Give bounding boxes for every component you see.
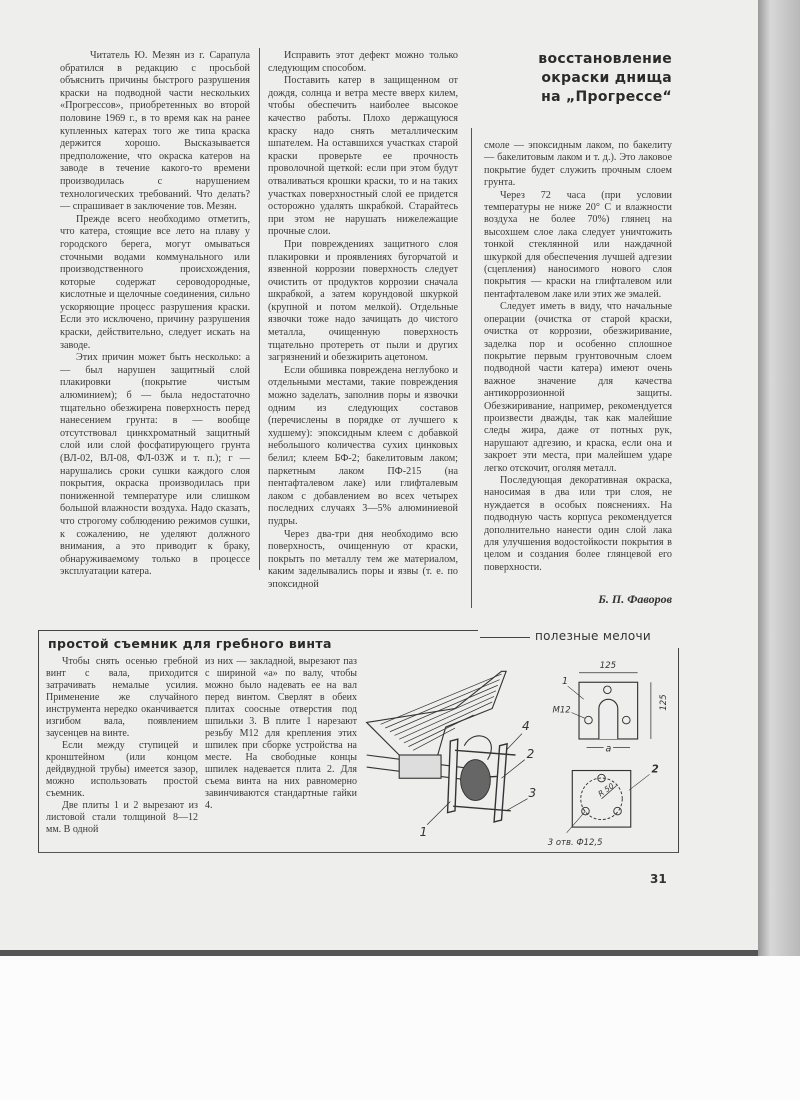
box-border-right [678, 648, 679, 853]
rubric-rule [480, 637, 530, 638]
paragraph: Исправить этот дефект можно только следующим способом. [268, 50, 458, 74]
column-rule [471, 128, 472, 608]
title-line: окраски днища [541, 70, 672, 86]
article-column-3 [484, 140, 672, 580]
paragraph: из них — закладной, вырезают паз с шириной «а» по валу, чтобы можно было надевать ее на вал перед винтом. Сверлят в обеих плитах соосные отверстия под шпильки 3. В плите 1 нарезают резьбу М12 для крепления этих шпилек при сборке устройства на месте. На свободные концы шпилек надевается плита 2. Для съема винта на них равномерно завинчиваются стандартные гайки 4. [205, 656, 357, 811]
callout-2: 2 [526, 746, 535, 761]
box-border-top [38, 630, 478, 631]
article-column-2 [268, 50, 458, 615]
title-line: восстановление [538, 51, 672, 67]
box-title: простой съемник для гребного винта [48, 636, 332, 651]
callout-4: 4 [521, 718, 530, 733]
plate-2-number: 2 [651, 763, 659, 776]
paragraph: Через 72 часа (при условии температуры не ниже 20° С и влажности воздуха не более 70%) глянец на высохшем слое лака следует уничтожить тонкой стеклянной или наждачной шкуркой для обеспечения лучшей адгезии (сцепления) наносимого нового слоя покрытия — краски на глифталевом или пентафталевом лаке или этих же эмалей. [484, 189, 672, 300]
callout-1: 1 [419, 824, 428, 839]
article-author: Б. П. Фаворов [598, 592, 672, 606]
paragraph: Если обшивка повреждена неглубоко и отдельными местами, такие повреждения можно заделать, заполнив поры и язвочки одним из следующих составов (перечислены в порядке от лучшего к худшему): эпоксидным клеем с добавкой небольшого количества сухих цинковых белил; клеем БФ-2; бакелитовым лаком; паркетным лаком ПФ-215 (на пентафталевом лаке) или глифталевым лаком с добавлением во всех четырех последних случаях 3—5% алюминиевой пудры. [268, 364, 458, 527]
paragraph: смоле — эпоксидным лаком, по бакелиту — бакелитовым лаком и т. д.). Это лаковое покрытие будет служить прочным слоем грунта. [484, 140, 672, 189]
thread-label: М12 [552, 705, 571, 716]
paragraph: Поставить катер в защищенном от дождя, солнца и ветра месте вверх килем, чтобы обеспечить наиболее высокое качество работы. Плохо держащуюся краску надо снять металлическим шпателем. На оставшихся участках старой краски проверьте ее прочность проволочной щеткой: если при этом будут отваливаться крошки краски, то и на таких участках поверхностный слой ее придется осторожно удалять шкрабкой. Старайтесь при этом не нарушать нижележащие прочные слои. [268, 75, 458, 238]
paragraph: Если между ступицей и кронштейном (или концом дейдвудной трубы) имеется зазор, можно использовать простой съемник. [46, 740, 198, 799]
paragraph: Прежде всего необходимо отметить, что катера, стоящие все лето на плаву у городского берега, могут омываться сточными водами коммунального или производственного происхождения, которые содержат сероводородные, кислотные и щелочные соединения, сильно ускоряющие процесс разрушения краски. Если это исключено, причину разрушения краски, действительно, следует искать на заводе. [60, 213, 250, 351]
plate-2-radius: R 50 [596, 781, 616, 799]
plate-2-diagram [544, 758, 676, 850]
propeller-blade [464, 736, 491, 760]
paragraph: При повреждениях защитного слоя плакировки и проявлениях бугорчатой и язвенной коррозии поверхность следует очистить от продуктов коррозии сначала шкрабкой, а затем корундовой шкуркой (крупной и потом мелкой). Отдельные язвочки тоже надо зачищать до чистого металла, очищенную поверхность тщательно протереть от пыли и других загрязнений и обезжирить ацетоном. [268, 238, 458, 364]
paragraph: Две плиты 1 и 2 вырезают из листовой стали толщиной 8—12 мм. В одной [46, 800, 198, 835]
callout-3: 3 [528, 785, 537, 800]
hull-hatching [367, 671, 507, 759]
box-column-2 [205, 656, 357, 846]
paragraph: Читатель Ю. Мезян из г. Сарапула обратился в редакцию с просьбой объяснить причины быстрого разрушения краски на подводной части нескольких «Прогрессов», приобретенных во второй половине 1969 г., в то время как на ранее купленных катерах того же типа краска держится хорошо. Высказывается предположение, что окраска катеров на заводе в течение какого-то времени производилась с нарушением технологических требований. Что делать? — спрашивает в заключение тов. Мезян. [60, 50, 250, 213]
article-column-1 [60, 50, 250, 610]
box-border-bottom [38, 852, 678, 853]
title-line: на „Прогрессе“ [541, 89, 672, 105]
box-column-1 [46, 656, 198, 846]
plate-1-height: 125 [659, 694, 669, 711]
rubric-label: полезные мелочи [535, 629, 651, 643]
paragraph: Этих причин может быть несколько: а — был нарушен защитный слой плакировки (покрытие чистым алюминием); б — была недостаточно тщательно обезжирена поверхность перед нанесением грунта: в — вообще отсутствовал цинкхроматный защитный слой или слой фосфатирующего грунта (ВЛ-02, ВЛ-08, ФЛ-03Ж и т. п.); г — нарушались сроки сушки каждого слоя покрытия, окраска производилась при пониженной температуре или слишком большой влажности воздуха. Надо сказать, что строгому соблюдению режимов сушки, к сожалению, не уделяют должного внимания, а это приводит к браку, обнаруживаемому только в процессе эксплуатации катера. [60, 352, 250, 578]
paragraph: Через два-три дня необходимо всю поверхность, очищенную от краски, покрыть по металлу тем же материалом, каким заделывались поры и язвы (т. е. по эпоксидной [268, 528, 458, 590]
page-edge-shadow [0, 950, 760, 956]
puller-illustration [362, 662, 548, 848]
holes-label: 3 отв. Ф12,5 [547, 837, 603, 848]
column-rule [259, 48, 260, 570]
plate-1-number: 1 [562, 676, 569, 688]
plate-1-width: 125 [599, 661, 617, 672]
paragraph: Следует иметь в виду, что начальные операции (очистка от старой краски, очистка от коррозии, обезжиривание, заделка пор и особенно сплошное покрытие первым грунтовочным слоем подводной части катера) имеют очень важное значение для качества антикоррозионной защиты. Обезжиривание, например, рекомендуется произвести дважды, так как малейшие следы жира, даже от потных рук, нарушают адгезию, и краска, если она и закроет эти места, при малейшем ударе легко отскочит, оголяя металл. [484, 301, 672, 474]
slot-width-label: а [605, 743, 612, 755]
box-border-left [38, 630, 39, 852]
article-title [486, 50, 672, 107]
page-number: 31 [650, 872, 667, 886]
plate-1-diagram [552, 652, 676, 756]
page-binding-edge [758, 0, 800, 956]
propeller-hub [461, 760, 491, 801]
paragraph: Чтобы снять осенью гребной винт с вала, приходится затрачивать немалые усилия. Применение же случайного инструмента нередко оканчивается изгибом вала, появлением заусенцев на винте. [46, 656, 198, 739]
paragraph: Последующая декоративная окраска, наносимая в два или три слоя, не нуждается в особых пояснениях. На подводную часть корпуса рекомендуется дополнительно нанести один слой лака для улучшения водостойкости покрытия в целом и создания более глянцевой его поверхности. [484, 474, 672, 573]
